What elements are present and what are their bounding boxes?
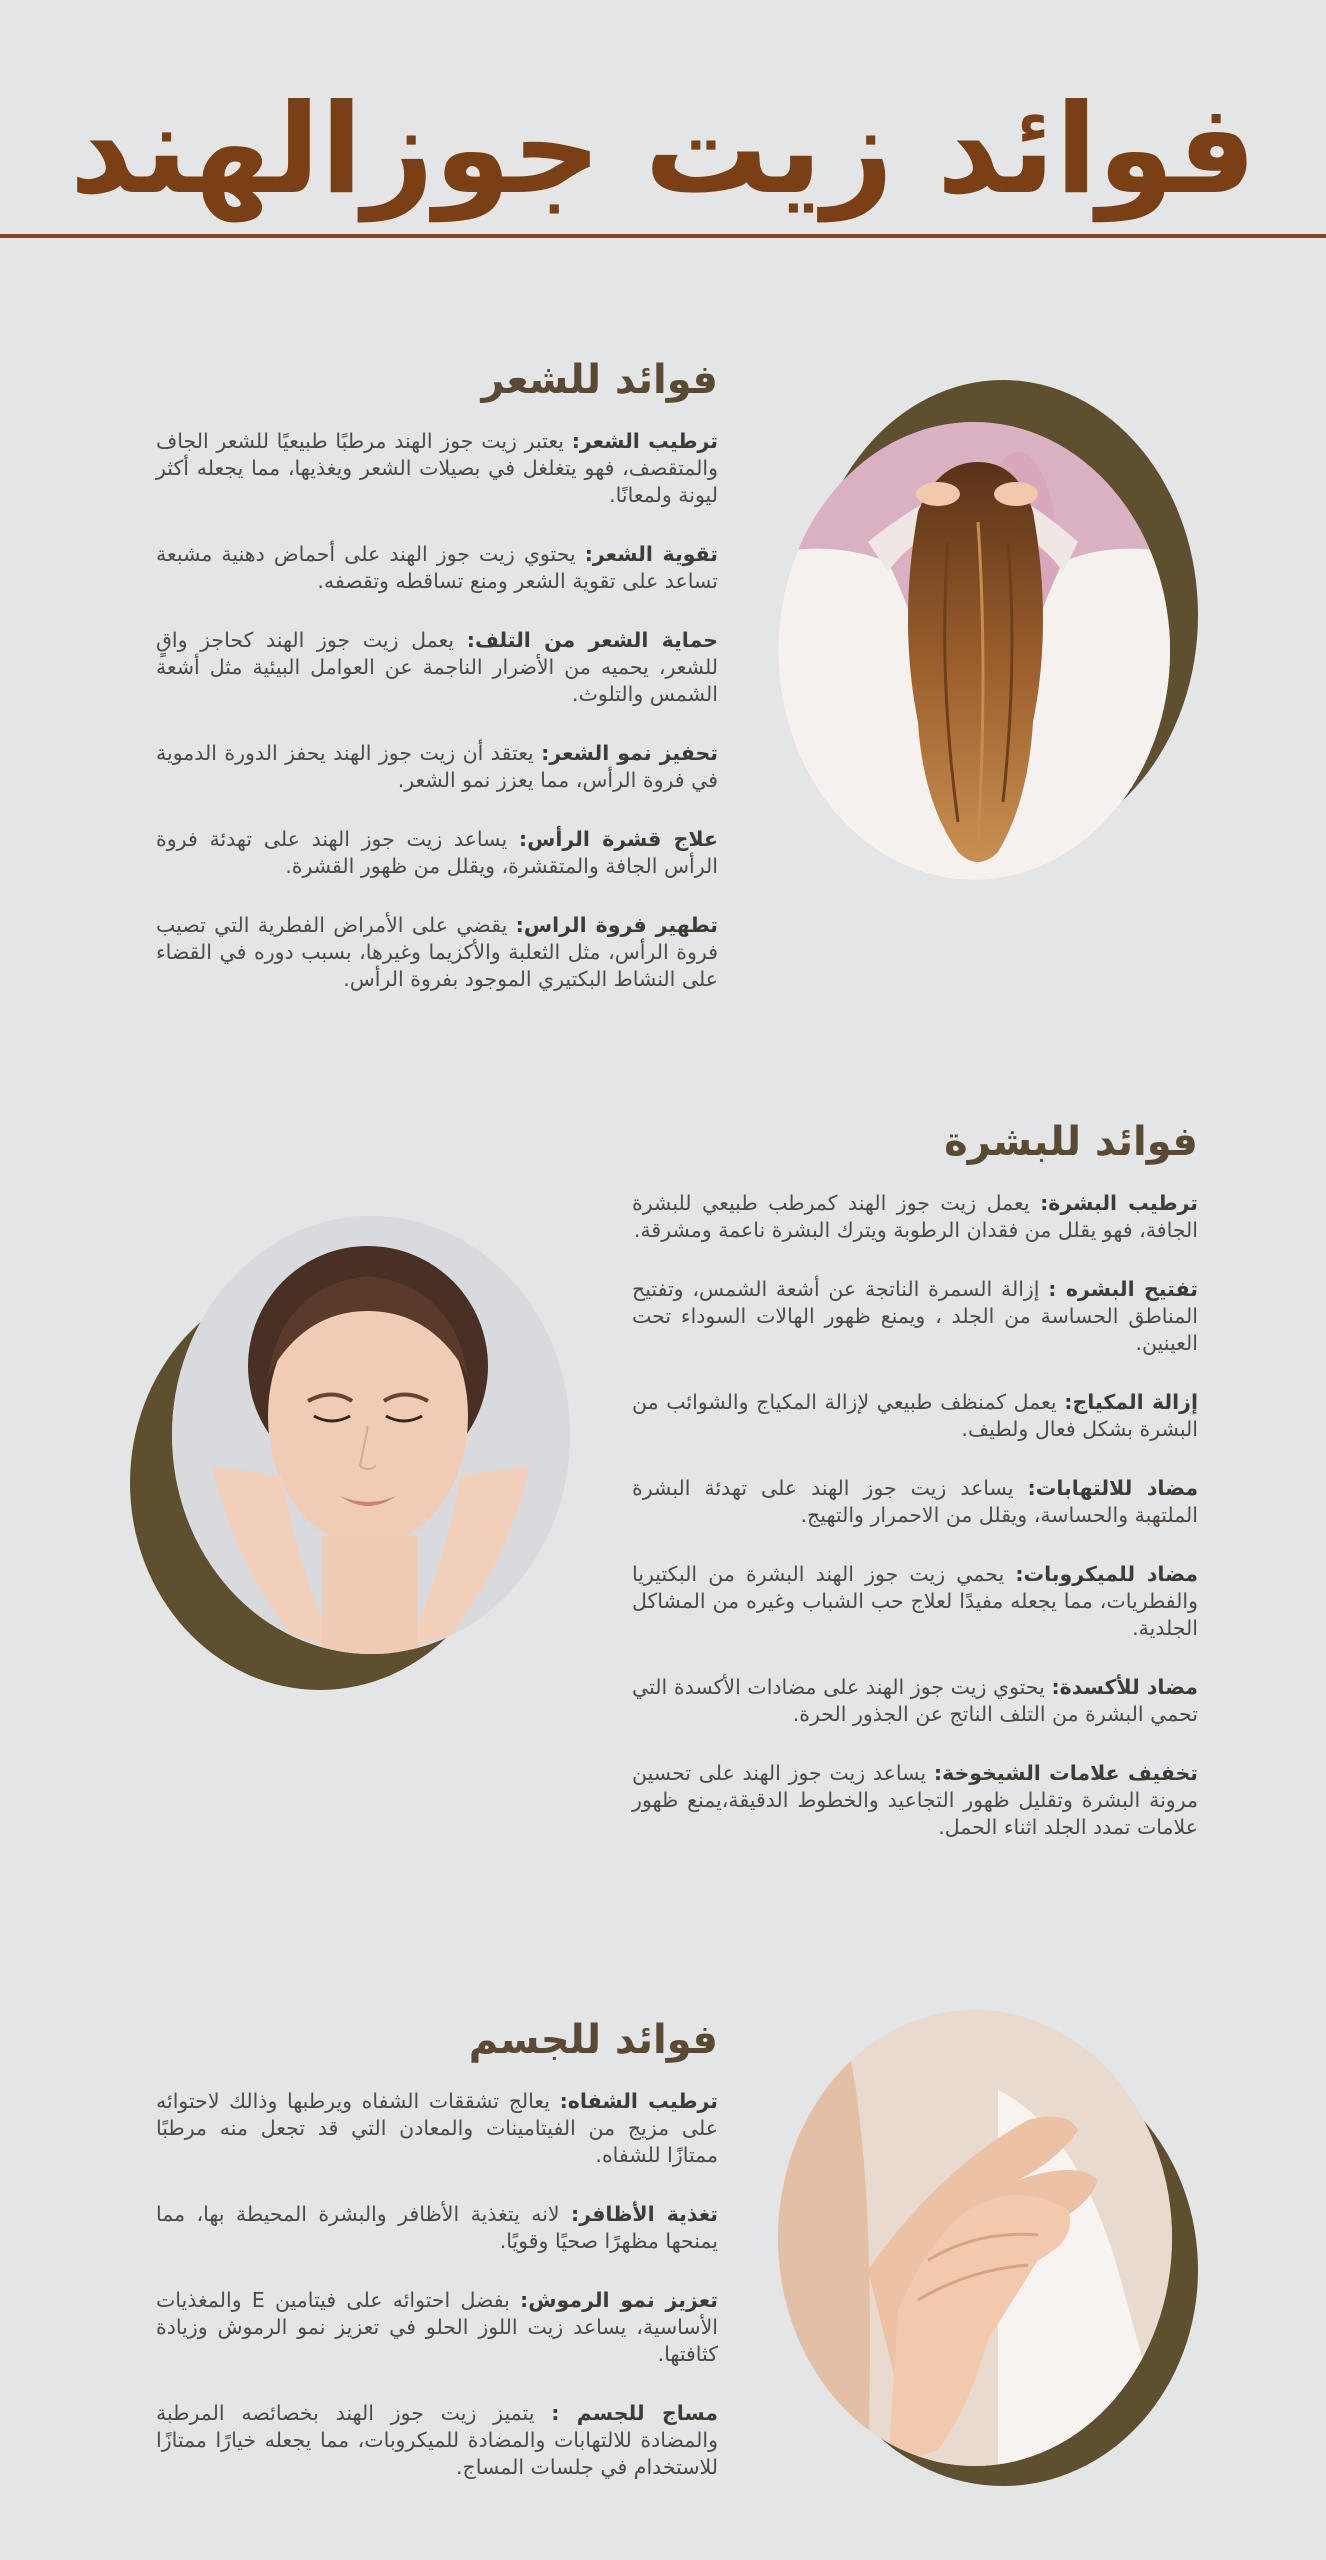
hair-benefits-list — [156, 428, 718, 1025]
list-item: تطهير فروة الراس: يقضي على الأمراض الفطرية التي تصيب فروة الرأس، مثل الثعلبة والأكزيما وغيرها، بسبب دوره في القضاء على النشاط البكتيري الموجود بفروة الرأس. — [156, 913, 718, 991]
list-item: تقوية الشعر: يحتوي زيت جوز الهند على أحماض دهنية مشبعة تساعد على تقوية الشعر ومنع تساقطه وتقصفه. — [156, 542, 718, 593]
list-item: مضاد للالتهابات: يساعد زيت جوز الهند على تهدئة البشرة الملتهبة والحساسة، ويقلل من الاحمرار والتهيج. — [632, 1476, 1199, 1527]
list-item: إزالة المكياج: يعمل كمنظف طبيعي لإزالة المكياج والشوائب من البشرة بشكل فعال ولطيف. — [632, 1390, 1198, 1441]
list-item: ترطيب الشعر: يعتبر زيت جوز الهند مرطبًا طبيعيًا للشعر الجاف والمتقصف، فهو يتغلغل في بصيلات الشعر ويغذيها، مما يجعله أكثر ليونة ولمعانًا. — [156, 429, 719, 507]
skin-section-title: فوائد للبشرة — [944, 1119, 1198, 1165]
hair-section-title: فوائد للشعر — [481, 357, 718, 403]
list-item: مضاد للميكروبات: يحمي زيت جوز الهند البشرة من البكتيريا والفطريات، مما يجعله مفيدًا لعلاج حب الشباب وغيره من المشاكل الجلدية. — [632, 1562, 1198, 1640]
list-item: تخفيف علامات الشيخوخة: يساعد زيت جوز الهند على تحسين مرونة البشرة وتقليل ظهور التجاعيد والخطوط الدقيقة،يمنع ظهور علامات تمدد الجلد اثناء الحمل. — [632, 1761, 1199, 1839]
list-item: تعزيز نمو الرموش: بفضل احتوائه على فيتامين E والمغذيات الأساسية، يساعد زيت اللوز الحلو في تعزيز نمو الرموش وزيادة كثافتها. — [156, 2288, 718, 2366]
list-item: ترطيب الشفاه: يعالج تشققات الشفاه ويرطبها وذالك لاحتوائه على مزيج من الفيتامينات والمعادن التي قد تجعل منه مرطبًا ممتازًا للشفاه. — [156, 2089, 718, 2167]
list-item: ترطيب البشرة: يعمل زيت جوز الهند كمرطب طبيعي للبشرة الجافة، فهو يقلل من فقدان الرطوبة ويترك البشرة ناعمة ومشرقة. — [632, 1191, 1198, 1242]
list-item: مساج للجسم : يتميز زيت جوز الهند بخصائصه المرطبة والمضادة للالتهابات والمضادة للميكروبات، مما يجعله خيارًا ممتازًا للاستخدام في جلسات المساج. — [156, 2401, 718, 2479]
woman-face-illustration — [172, 1216, 570, 1654]
body-benefits-list — [156, 2088, 718, 2513]
list-item: تفتيح البشره : إزالة السمرة الناتجة عن أشعة الشمس، وتفتيح المناطق الحساسة من الجلد ، ويمنع ظهور الهالات السوداء تحت العينين. — [632, 1277, 1198, 1355]
hands-illustration — [778, 2010, 1172, 2466]
body-section-title: فوائد للجسم — [468, 2017, 718, 2063]
hands-photo — [778, 2010, 1198, 2486]
page-title: فوائد زيت جوزالهند — [69, 78, 1257, 222]
list-item: مضاد للأكسدة: يحتوي زيت جوز الهند على مضادات الأكسدة التي تحمي البشرة من التلف الناتج عن الجذور الحرة. — [632, 1675, 1199, 1726]
skin-benefits-list — [632, 1190, 1198, 1873]
list-item: تغذية الأظافر: لانه يتغذية الأظافر والبشرة المحيطة بها، مما يمنحها مظهرًا صحيًا وقويًا. — [156, 2202, 718, 2253]
list-item: علاج قشرة الرأس: يساعد زيت جوز الهند على تهدئة فروة الرأس الجافة والمتقشرة، ويقلل من ظهور القشرة. — [156, 827, 718, 878]
woman-hair-illustration — [778, 422, 1170, 880]
face-photo — [130, 1216, 570, 1690]
hair-photo — [778, 380, 1198, 880]
list-item: تحفيز نمو الشعر: يعتقد أن زيت جوز الهند يحفز الدورة الدموية في فروة الرأس، مما يعزز نمو الشعر. — [156, 741, 718, 792]
title-divider — [0, 234, 1326, 238]
list-item: حماية الشعر من التلف: يعمل زيت جوز الهند كحاجز واقٍ للشعر، يحميه من الأضرار الناجمة عن العوامل البيئية مثل أشعة الشمس والتلوث. — [156, 628, 718, 706]
